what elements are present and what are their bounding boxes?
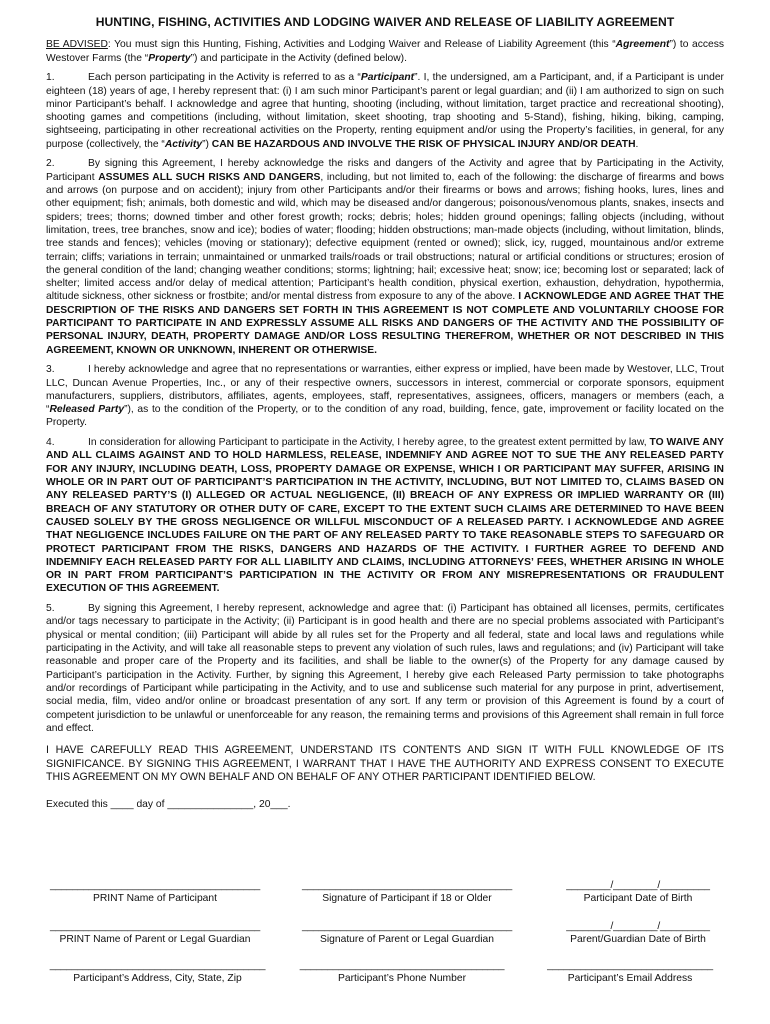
section-text: ”. I, the undersigned, am a Participant, and, if a Participant is under eighteen (18) years of age, I hereby represent that: (i) I am such minor Participant’s parent or legal guardian; and (ii) I am authorized to sign on such minor Participant’s behalf. I acknowledge and agree that hunting, shooting (including, without limitation, target practice and recreational shooting), shooting games and competitions (including, without limitation, skeet shooting, trap shooting and 5-Stand), fishing, hiking, biking, camping, sightseeing, participating in other recreational activities on the Property, renting equipment and/or using the Property’s facilities, in general, for any purpose (collectively, the “ [46, 72, 724, 150]
participant-phone-line[interactable]: _____________________________________ [299, 960, 505, 971]
section-bold-text: TO WAIVE ANY AND ALL CLAIMS AGAINST AND TO HOLD HARMLESS, RELEASE, INDEMNIFY AND AGREE NOT TO SUE THE ANY RELEASED PARTY FOR ANY INJURY, INCLUDING DEATH, LOSS, PROPERTY DAMAGE OR EXPENSE, WHICH I OR PARTICIPANT MAY SUFFER, ARISING IN WHOLE OR IN PART OUT OF PARTICIPANT’S PARTICIPATION IN THE ACTIVITY, INCLUDING, BUT NOT LIMITED TO, CLAIMS BASED ON ANY RELEASED PARTY’S (I) ALLEGED OR ACTUAL NEGLIGENCE, (II) BREACH OF ANY EXPRESS OR IMPLIED WARRANTY OR (III) BREACH OF ANY STATUTORY OR OTHER DUTY OF CARE, EXCEPT TO THE EXTENT SUCH CLAIMS ARE DETERMINED TO HAVE BEEN CAUSED SOLELY BY THE GROSS NEGLIGENCE OR WILLFUL MISCONDUCT OF A RELEASED PARTY. I ACKNOWLEDGE AND AGREE THAT NEGLIGENCE INCLUDES FAILURE ON THE PART OF ANY RELEASED PARTY TO TAKE REASONABLE STEPS TO SAFEGUARD OR PROTECT PARTICIPANT FROM THE RISKS, DANGERS AND HAZARDS OF THE ACTIVITY. I FURTHER AGREE TO DEFEND AND INDEMNIFY EACH RELEASED PARTY FOR ALL LIABILITY AND CLAIMS, INCLUDING ATTORNEYS’ FEES, WHETHER ARISING IN WHOLE OR IN PART FROM PARTICIPANT’S PARTICIPATION IN THE ACTIVITY OR FROM ANY MISREPRESENTATIONS OR FRAUDULENT EXECUTION OF THIS AGREEMENT. [46, 437, 724, 595]
section-number: 1. [46, 72, 55, 84]
section-bold-text: CAN BE HAZARDOUS AND INVOLVE THE RISK OF PHYSICAL INJURY AND/OR DEATH [211, 138, 636, 150]
section-text: In consideration for allowing Participant to participate in the Activity, I hereby agree, to the greatest extent permitted by law, [88, 437, 650, 449]
guardian-name-line[interactable]: ______________________________________ [49, 921, 260, 932]
document-title: HUNTING, FISHING, ACTIVITIES AND LODGING WAIVER AND RELEASE OF LIABILITY AGREEMENT [95, 15, 675, 29]
participant-dob-label: Participant Date of Birth [583, 893, 693, 904]
section-1 [46, 71, 724, 151]
intro-text: ”) and participate in the Activity (defined below). [190, 52, 407, 64]
section-text: Each person participating in the Activity is referred to as a “ [88, 72, 361, 84]
participant-phone-label: Participant’s Phone Number [337, 973, 467, 984]
section-number: 5. [46, 603, 55, 615]
participant-email-line[interactable]: ______________________________ [547, 960, 713, 971]
guardian-dob-field[interactable] [552, 921, 724, 945]
section-2 [46, 157, 724, 356]
section-number: 2. [46, 158, 55, 170]
signature-row-1 [0, 880, 770, 916]
guardian-name-label: PRINT Name of Parent or Legal Guardian [59, 934, 251, 945]
section-number: 4. [46, 437, 55, 449]
guardian-dob-line[interactable]: ________/________/_________ [566, 921, 710, 932]
participant-email-field[interactable] [542, 960, 718, 984]
participant-name-field[interactable] [45, 880, 265, 904]
participant-email-label: Participant’s Email Address [567, 973, 693, 984]
participant-name-label: PRINT Name of Participant [93, 893, 217, 904]
guardian-signature-label: Signature of Parent or Legal Guardian [319, 934, 495, 945]
participant-signature-line[interactable]: ______________________________________ [301, 880, 512, 891]
participant-name-line[interactable]: ______________________________________ [49, 880, 260, 891]
participant-address-line[interactable]: _______________________________________ [49, 960, 266, 971]
section-text: I hereby acknowledge and agree that no representations or warranties, either express or implied, have been made by Westover, LLC, Trout LLC, Duncan Avenue Properties, Inc., or any of their respective owners, successors in interest, commercial or corporate sponsors, equipment manufacturers, suppliers, distributors, affiliates, agents, employees, staff, representatives, assignees, officers, managers or members (each, a “ [46, 364, 724, 416]
participant-term: Participant [360, 72, 415, 84]
executed-date-line[interactable]: Executed this ____ day of _______________, 20___. [46, 798, 291, 810]
section-text: , including, but not limited to, each of the following: the discharge of firearms and bows and arrows (on purpose and on accident); injury from other Participants and/or their firearms or bows and arrows; fishing hooks, lures, lines and other equipment; fish; animals, both domestic and wild, which may be diseased and/or dangerous; poisonous/venomous plants, snakes, insects and spiders; trees; thorns; downed timber and other forest growth; rocks; debris; holes; hidden ground openings; falling objects (including, without limitation, trees, tree branches, snow and ice); bodies of water; flooding; hidden obstructions; man-made objects (including, without limitation, blinds, tree stands and fences); vehicles (moving or stationary); defective equipment (rented or owned); slick, icy, rugged, mountainous and/or extreme terrain; cliffs; variations in terrain; unmaintained or unmarked trails/roads or trail obstructions; natural or artificial conditions or structures; erosion of the general condition of the land; changing weather conditions; storms; lightning; hail; excessive heat; snow; ice; becoming lost or separated; lack of shelter; limited access and/or delay of medical attention; Participant’s health condition, physical exertion, exhaustion, dehydration, hypothermia, altitude sickness, other sickness or frostbite; and/or mental distress from exposure to any of the above. [46, 171, 725, 303]
guardian-dob-label: Parent/Guardian Date of Birth [570, 934, 706, 945]
guardian-signature-field[interactable] [297, 921, 517, 945]
participant-address-label: Participant’s Address, City, State, Zip [73, 973, 242, 984]
acknowledgment-statement: I HAVE CAREFULLY READ THIS AGREEMENT, UNDERSTAND ITS CONTENTS AND SIGN IT WITH FULL KNOWLEDGE OF ITS SIGNIFICANCE. BY SIGNING THIS AGREEMENT, I WARRANT THAT I HAVE THE AUTHORITY AND EXPRESS CONSENT TO EXECUTE THIS AGREEMENT ON MY OWN BEHALF AND ON BEHALF OF ANY OTHER PARTICIPANT IDENTIFIED BELOW. [46, 744, 724, 784]
participant-signature-label: Signature of Participant if 18 or Older [322, 893, 492, 904]
signature-row-3 [0, 960, 770, 996]
intro-text: : You must sign this Hunting, Fishing, Activities and Lodging Waiver and Release of Liability Agreement (this “ [107, 39, 616, 51]
section-text: ”) [202, 138, 212, 150]
released-party-term: Released Party [49, 404, 125, 416]
be-advised-label: BE ADVISED [46, 39, 108, 51]
signature-row-2 [0, 921, 770, 957]
section-bold-text: ASSUMES ALL SUCH RISKS AND DANGERS [98, 171, 321, 183]
property-term: Property [148, 52, 191, 64]
participant-dob-field[interactable] [552, 880, 724, 904]
intro-text: ”) to access Westover Farms (the “ [46, 39, 725, 64]
section-5 [46, 602, 724, 735]
participant-dob-line[interactable]: ________/________/_________ [566, 880, 710, 891]
section-text: By signing this Agreement, I hereby acknowledge the risks and dangers of the Activity and agree that by Participating in the Activity, Participant [46, 158, 724, 183]
guardian-signature-line[interactable]: ______________________________________ [301, 921, 512, 932]
activity-term: Activity [164, 138, 203, 150]
section-4 [46, 436, 724, 596]
section-text: . [635, 138, 639, 150]
section-bold-text: I ACKNOWLEDGE AND AGREE THAT THE DESCRIPTION OF THE RISKS AND DANGERS SET FORTH IN THIS AGREEMENT IS NOT COMPLETE AND VOLUNTARILY CHOOSE FOR PARTICIPANT TO PARTICIPATE IN AND EXPRESSLY ASSUME ALL RISKS AND DANGERS OF THE ACTIVITY AND THE POSSIBILITY OF PERSONAL INJURY, DEATH, PROPERTY DAMAGE AND/OR LOSS RESULTING THEREFROM, WHETHER OR NOT DESCRIBED IN THIS AGREEMENT, KNOWN OR UNKNOWN, INHERENT OR OTHERWISE. [46, 291, 724, 356]
section-3 [46, 363, 724, 429]
intro-paragraph [46, 38, 724, 65]
guardian-name-field[interactable] [45, 921, 265, 945]
participant-phone-field[interactable] [297, 960, 507, 984]
section-number: 3. [46, 364, 55, 376]
participant-signature-field[interactable] [297, 880, 517, 904]
section-text: By signing this Agreement, I hereby represent, acknowledge and agree that: (i) Participant has obtained all licenses, permits, certificates and/or tags necessary to participate in the Activity; (ii) Participant is in good health and there are no special problems associated with Participant’s physical or mental condition; (iii) Participant will abide by all rules set for the Property and all federal, state and local laws and regulations while participating in the Activity, and will take all reasonable steps to prevent any violation of such rules, laws and regulations; and (iv) Participant will take reasonable and proper care of the Property and its facilities, and shall be liable to the owner(s) of the Property for any damage caused by Participant’s participation in the Activity. Further, by signing this Agreement, I hereby give each Released Party permission to take photographs and/or recordings of Participant while participating in the Activity, and to use and sublicense such material for any purpose in print, advertisement, social media, film, video and/or online or broadcast presentation of any sort. If any term or provision of this Agreement is found by a court of competent jurisdiction to be unlawful or unenforceable for any reason, the remaining terms and provisions of this Agreement shall remain in full force and effect. [46, 603, 724, 734]
section-text: ”), as to the condition of the Property, or to the condition of any road, building, fence, gate, improvement or facility located on the Property. [46, 404, 724, 429]
participant-address-field[interactable] [45, 960, 270, 984]
agreement-term: Agreement [615, 39, 670, 51]
